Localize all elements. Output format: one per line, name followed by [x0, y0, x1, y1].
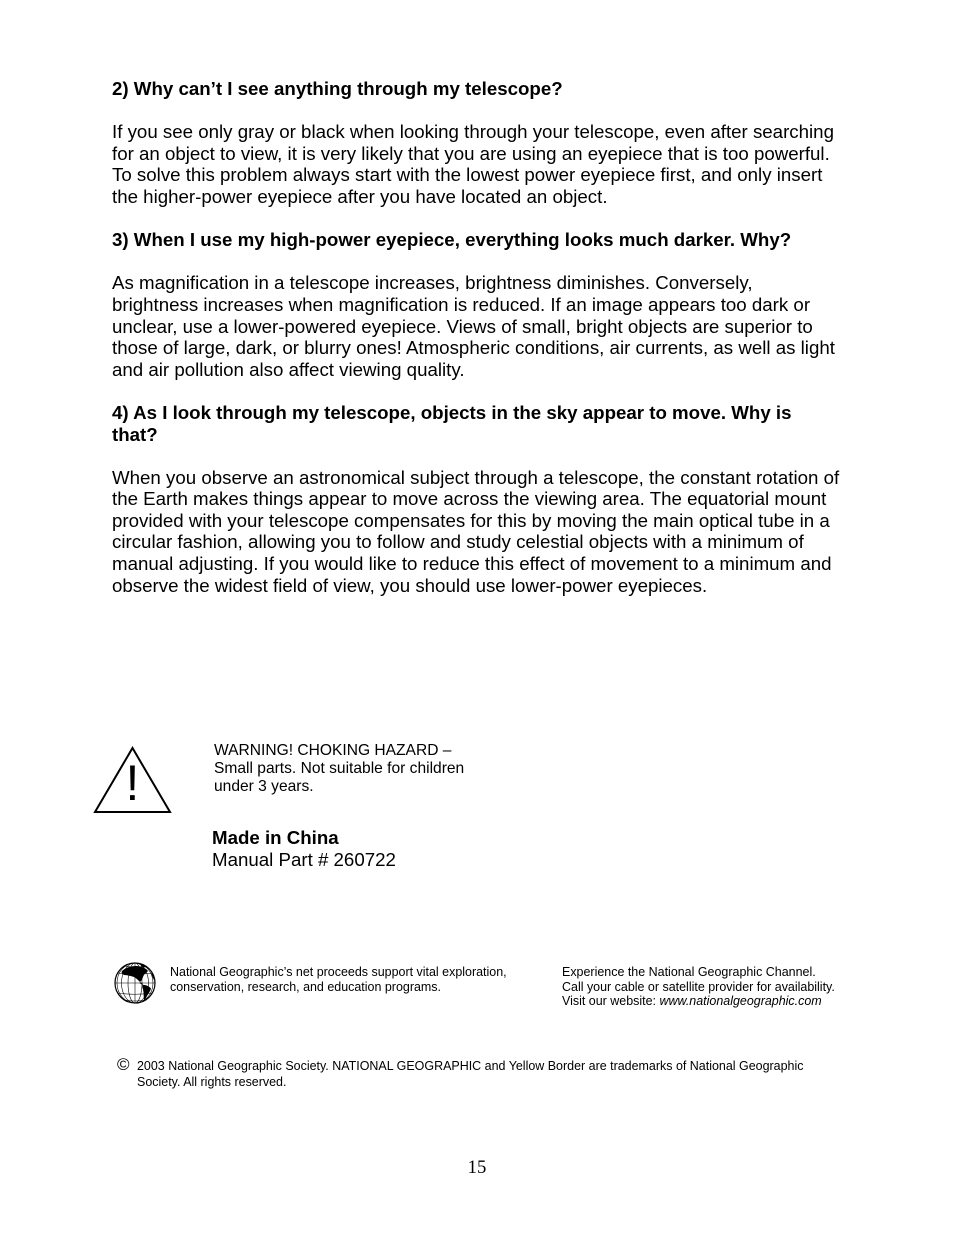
manual-part-number: Manual Part # 260722	[212, 848, 396, 870]
proceeds-statement	[170, 965, 507, 994]
copyright-symbol: ©	[117, 1055, 130, 1074]
copyright-line: Society. All rights reserved.	[137, 1075, 287, 1089]
answer-line: the higher-power eyepiece after you have located an object.	[112, 185, 608, 207]
made-in-label: Made in China	[212, 827, 339, 849]
faq-item-4	[112, 402, 839, 596]
choking-hazard-warning	[214, 742, 464, 796]
answer-line: brightness increases when magnification is reduced. If an image appears too dark or	[112, 293, 811, 315]
website-url: www.nationalgeographic.com	[659, 994, 822, 1009]
answer-line: provided with your telescope compensates for this by moving the main optical tube in a	[112, 509, 830, 531]
warning-line: under 3 years.	[214, 778, 314, 795]
question-line: 3) When I use my high-power eyepiece, everything looks much darker. Why?	[112, 229, 792, 251]
question-line: 2) Why can’t I see anything through my telescope?	[112, 78, 563, 99]
channel-promo	[562, 965, 835, 1009]
question-line: that?	[112, 423, 158, 445]
answer-line: manual adjusting. If you would like to reduce this effect of movement to a minimum and	[112, 553, 832, 575]
copyright-line: 2003 National Geographic Society. NATIONAL GEOGRAPHIC and Yellow Border are trademarks of National Geographic	[137, 1059, 804, 1073]
page-number: 15	[467, 1157, 487, 1178]
faq-answer	[112, 272, 839, 380]
faq-question	[112, 78, 839, 100]
question-line: 4) As I look through my telescope, objects in the sky appear to move. Why is	[112, 401, 792, 423]
answer-line: To solve this problem always start with the lowest power eyepiece first, and only insert	[112, 164, 823, 186]
faq-item-2	[112, 78, 839, 208]
answer-line: If you see only gray or black when looking through your telescope, even after searching	[112, 121, 834, 143]
proceeds-line: National Geographic’s net proceeds support vital exploration,	[170, 965, 507, 979]
website-line	[562, 994, 835, 1009]
answer-line: those of large, dark, or blurry ones! Atmospheric conditions, air currents, as well as light	[112, 337, 835, 359]
answer-line: the Earth makes things appear to move across the viewing area. The equatorial mount	[112, 488, 827, 510]
answer-line: for an object to view, it is very likely that you are using an eyepiece that is too powerful.	[112, 142, 830, 164]
copyright-notice	[137, 1058, 803, 1090]
globe-icon	[113, 961, 157, 1005]
proceeds-line: conservation, research, and education programs.	[170, 979, 442, 994]
channel-line: Call your cable or satellite provider for availability.	[562, 979, 835, 994]
answer-line: When you observe an astronomical subject through a telescope, the constant rotation of	[112, 466, 840, 488]
faq-question	[112, 229, 839, 251]
answer-line: and air pollution also affect viewing quality.	[112, 358, 465, 380]
warning-line: WARNING! CHOKING HAZARD –	[214, 742, 452, 759]
answer-line: observe the widest field of view, you should use lower-power eyepieces.	[112, 574, 708, 596]
faq-answer	[112, 121, 839, 207]
answer-line: circular fashion, allowing you to follow and study celestial objects with a minimum of	[112, 531, 804, 553]
faq-question	[112, 402, 839, 445]
channel-line: Experience the National Geographic Channel.	[562, 965, 816, 979]
faq-item-3	[112, 229, 839, 380]
warning-triangle-icon	[90, 742, 176, 818]
faq-list	[112, 78, 839, 618]
exclamation-mark: !	[125, 754, 140, 811]
answer-line: As magnification in a telescope increases, brightness diminishes. Conversely,	[112, 272, 753, 294]
website-label: Visit our website:	[562, 994, 660, 1009]
warning-line: Small parts. Not suitable for children	[214, 760, 465, 777]
faq-answer	[112, 467, 839, 597]
origin-info	[212, 827, 396, 870]
answer-line: unclear, use a lower-powered eyepiece. Views of small, bright objects are superior to	[112, 315, 813, 337]
